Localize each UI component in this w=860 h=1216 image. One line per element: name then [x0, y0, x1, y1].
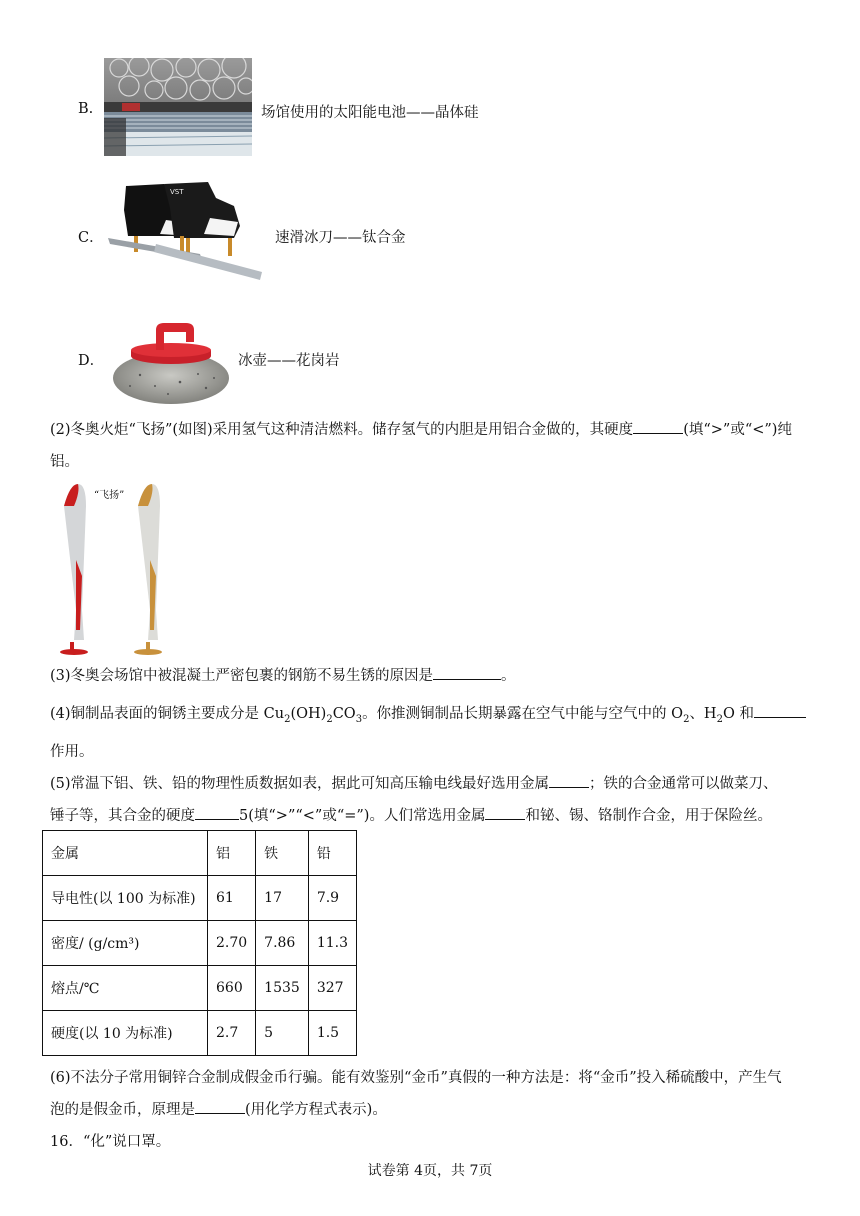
table-header-row [43, 831, 357, 876]
torch-photo [56, 480, 176, 660]
table-cell: 熔点/℃ [43, 966, 208, 1011]
question-6: (6)不法分子常用铜锌合金制成假金币行骗。能有效鉴别“金币”真假的一种方法是：将“金币”投入稀硫酸中，产生气 泡的是假金币，原理是 (用化学方程式表示)。 [50, 1070, 782, 1118]
table-row [43, 966, 357, 1011]
answer-blank[interactable] [195, 803, 239, 820]
table-cell: 660 [208, 966, 256, 1011]
torch-caption: “飞扬” [94, 490, 125, 501]
table-row [43, 1011, 357, 1056]
option-d-letter: D． [78, 353, 105, 369]
page-footer: 试卷第 4页，共 7页 [367, 1163, 493, 1179]
table-cell: 7.9 [308, 876, 356, 921]
stadium-photo [104, 58, 252, 156]
question-16: 16．“化”说口罩。 [50, 1134, 171, 1150]
table-cell: 5 [256, 1011, 309, 1056]
answer-blank[interactable] [549, 771, 589, 788]
table-cell: 61 [208, 876, 256, 921]
option-b-text: 场馆使用的太阳能电池——晶体硅 [261, 105, 479, 121]
table-cell: 11.3 [308, 921, 356, 966]
table-cell: 7.86 [256, 921, 309, 966]
table-header-cell: 铅 [308, 831, 356, 876]
question-3: (3)冬奥会场馆中被混凝土严密包裹的钢筋不易生锈的原因是 。 [50, 660, 815, 692]
answer-blank[interactable] [195, 1097, 245, 1114]
table-cell: 2.70 [208, 921, 256, 966]
answer-blank[interactable] [433, 663, 501, 680]
question-5: (5)常温下铝、铁、铅的物理性质数据如表，据此可知高压输电线最好选用金属 ；铁的合金通常可以做菜刀、 锤子等，其合金的硬度 5(填“>”“<”或“=”)。人们常选用金属 和铋、锡、铬制作合金，用于保险丝。 [50, 768, 815, 832]
question-2: (2)冬奥火炬“飞扬”(如图)采用氢气这种清洁燃料。储存氢气的内胆是用铝合金做的，其硬度 (填“>”或“<”)纯 铝。 [50, 414, 815, 478]
option-c-letter: C． [78, 230, 104, 246]
table-cell: 密度/ (g/cm³) [43, 921, 208, 966]
table-header-cell: 金属 [43, 831, 208, 876]
table-cell: 导电性(以 100 为标准) [43, 876, 208, 921]
svg-text:VST: VST [170, 188, 184, 196]
table-cell: 硬度(以 10 为标准) [43, 1011, 208, 1056]
table-row [43, 921, 357, 966]
table-cell: 327 [308, 966, 356, 1011]
answer-blank[interactable] [485, 803, 525, 820]
answer-blank[interactable] [633, 417, 683, 434]
speed-skate-photo [104, 180, 266, 290]
table-header-cell: 铝 [208, 831, 256, 876]
table-cell: 1.5 [308, 1011, 356, 1056]
option-b-letter: B. [78, 101, 94, 117]
question-4: (4)铜制品表面的铜锈主要成分是 $Cu_2(OH)_2CO_3$。你推测铜制品长期暴露在空气中能与空气中的 $O_2$、$H_2O$ 和 作用。 [50, 698, 815, 768]
table-row [43, 876, 357, 921]
answer-blank[interactable] [754, 701, 806, 718]
table-cell: 17 [256, 876, 309, 921]
table-header-cell: 铁 [256, 831, 309, 876]
table-cell: 1535 [256, 966, 309, 1011]
metal-properties-table [42, 830, 357, 1056]
curling-stone-photo [110, 320, 232, 406]
option-c-text: 速滑冰刀——钛合金 [275, 230, 406, 246]
table-cell: 2.7 [208, 1011, 256, 1056]
option-d-text: 冰壶——花岗岩 [238, 353, 340, 369]
